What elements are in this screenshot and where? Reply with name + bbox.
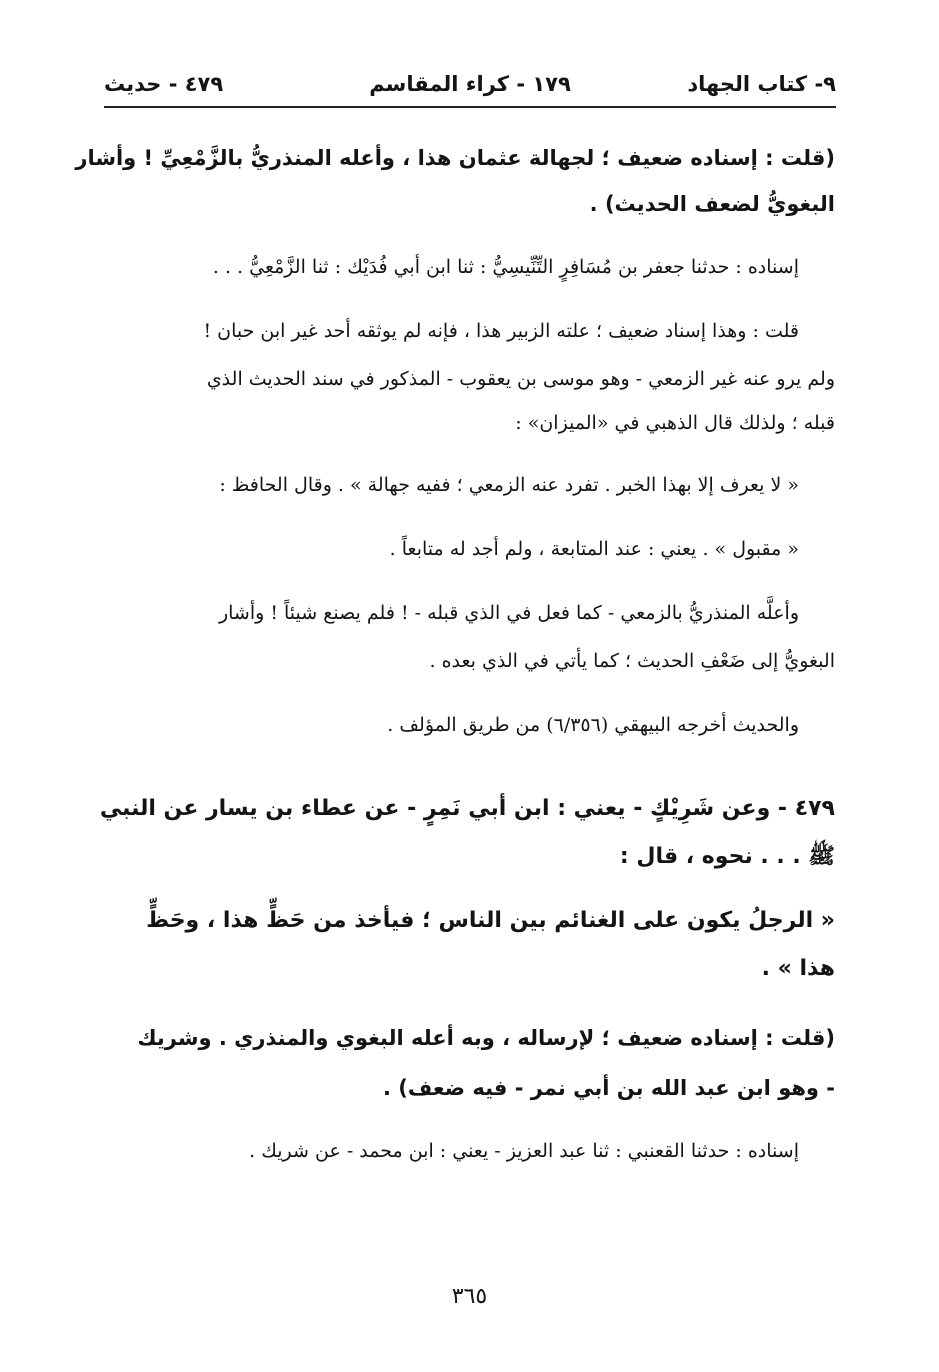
hadith-479-line-2: ﷺ . . . نحوه ، قال : <box>619 844 835 869</box>
hadith-479-line-1: ٤٧٩ - وعن شَرِيْكٍ - يعني : ابن أبي نَمِرٍ - عن عطاء بن يسار عن النبي <box>99 796 835 821</box>
chapter-title: ٩- كتاب الجهاد <box>687 72 836 96</box>
section-title: ١٧٩ - كراء المقاسم <box>369 72 571 96</box>
note-line-5: البغويُّ إلى ضَعْفِ الحديث ؛ كما يأتي في الذي بعده . <box>429 650 835 672</box>
takhrij-line: والحديث أخرجه البيهقي (٦/٣٥٦) من طريق المؤلف . <box>387 714 799 736</box>
hadith-matn-line-2: هذا » . <box>761 956 835 981</box>
hadith-number: ٤٧٩ - حديث <box>104 72 224 96</box>
note-line-1: قلت : وهذا إسناد ضعيف ؛ علته الزبير هذا ، فإنه لم يوثقه أحد غير ابن حبان ! <box>203 320 799 342</box>
comment-line-2: البغويُّ لضعف الحديث) . <box>589 192 835 216</box>
comment-line-1: (قلت : إسناده ضعيف ؛ لجهالة عثمان هذا ، وأعله المنذريُّ بالزَّمْعِيِّ ! وأشار <box>75 146 835 170</box>
page-number: ٣٦٥ <box>451 1284 488 1309</box>
isnad-line: إسناده : حدثنا جعفر بن مُسَافِرٍ التِّنِّيسِيُّ : ثنا ابن أبي فُدَيْك : ثنا الزَّمْعِيُّ . . . <box>212 256 799 278</box>
quote-line-2: « مقبول » . يعني : عند المتابعة ، ولم أجد له متابعاً . <box>389 538 799 560</box>
quote-line-1: « لا يعرف إلا بهذا الخبر . تفرد عنه الزمعي ؛ ففيه جهالة » . وقال الحافظ : <box>219 474 799 496</box>
comment-2-line-1: (قلت : إسناده ضعيف ؛ لإرساله ، وبه أعله البغوي والمنذري . وشريك <box>137 1026 835 1050</box>
isnad-2-line: إسناده : حدثنا القعنبي : ثنا عبد العزيز - يعني : ابن محمد - عن شريك . <box>249 1140 799 1162</box>
note-line-4: وأعلَّه المنذريُّ بالزمعي - كما فعل في الذي قبله - ! فلم يصنع شيئاً ! وأشار <box>218 602 799 624</box>
hadith-matn-line-1: « الرجلُ يكون على الغنائم بين الناس ؛ فيأخذ من حَظٍّ هذا ، وحَظٍّ <box>146 908 835 933</box>
note-line-3: قبله ؛ ولذلك قال الذهبي في «الميزان» : <box>515 412 835 434</box>
comment-2-line-2: - وهو ابن عبد الله بن أبي نمر - فيه ضعف) . <box>383 1076 835 1100</box>
note-line-2: ولم يرو عنه غير الزمعي - وهو موسى بن يعقوب - المذكور في سند الحديث الذي <box>206 368 835 390</box>
running-header <box>104 72 836 108</box>
